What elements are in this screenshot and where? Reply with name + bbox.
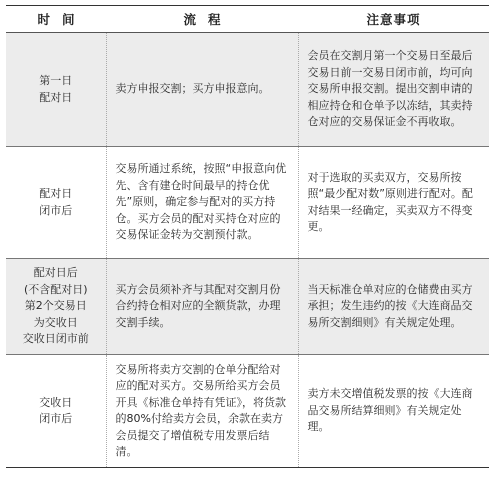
time-cell bbox=[6, 259, 106, 355]
time-text: 配对日 闭市后 bbox=[39, 187, 73, 217]
flow-text: 交易所通过系统，按照“申报意向优先、含有建仓时间最早的持仓优先”原则，确定参与配对的买方持仓。买方会员的配对买持仓对应的交易保证金转为交割预付款。 bbox=[115, 162, 287, 242]
flow-text: 交易所将卖方交割的仓单分配给对应的配对买方。交易所给买方会员开具《标准仓单持有凭证》，将货款的80%付给卖方会员，余款在卖方会员提交了增值税专用发票后结清。 bbox=[115, 362, 286, 458]
flow-cell bbox=[106, 147, 298, 259]
notes-text: 会员在交割月第一个交易日至最后交易日前一交易日闭市前，均可向交易所申报交割。提出交割申请的相应持仓和仓单予以冻结，其卖持仓对应的交易保证金不再收取。 bbox=[307, 49, 473, 129]
delivery-process-table bbox=[6, 5, 489, 468]
header-row bbox=[6, 6, 489, 33]
notes-cell bbox=[298, 259, 489, 355]
notes-cell bbox=[298, 355, 489, 468]
flow-cell bbox=[106, 259, 298, 355]
header-notes: 注意事项 bbox=[298, 6, 489, 33]
flow-text: 买方会员须补齐与其配对交割月份合约持仓相对应的全额货款，办理交割手续。 bbox=[115, 282, 281, 329]
header-flow: 流程 bbox=[106, 6, 298, 33]
table-row bbox=[6, 147, 489, 259]
table-row bbox=[6, 33, 489, 147]
time-text: 配对日后 (不含配对日) 第2个交易日 为交收日 交收日闭市前 bbox=[22, 266, 89, 346]
time-cell bbox=[6, 147, 106, 259]
time-cell bbox=[6, 33, 106, 147]
table-row bbox=[6, 259, 489, 355]
table-row bbox=[6, 355, 489, 468]
flow-text: 卖方申报交割；买方申报意向。 bbox=[115, 82, 270, 96]
notes-text: 对于选取的买卖双方，交易所按照“最少配对数”原则进行配对。配对结果一经确定，买卖双方不得变更。 bbox=[307, 170, 473, 233]
flow-cell bbox=[106, 355, 298, 468]
flow-cell bbox=[106, 33, 298, 147]
notes-text: 卖方未交增值税发票的按《大连商品交易所结算细则》有关规定处理。 bbox=[307, 387, 473, 434]
time-text: 第一日 配对日 bbox=[39, 74, 73, 104]
notes-text: 当天标准仓单对应的仓储费由买方承担；发生违约的按《大连商品交易所交割细则》有关规定处理。 bbox=[307, 282, 473, 329]
notes-cell bbox=[298, 33, 489, 147]
time-text: 交收日 闭市后 bbox=[39, 395, 73, 425]
time-cell bbox=[6, 355, 106, 468]
header-time: 时间 bbox=[6, 6, 106, 33]
notes-cell bbox=[298, 147, 489, 259]
